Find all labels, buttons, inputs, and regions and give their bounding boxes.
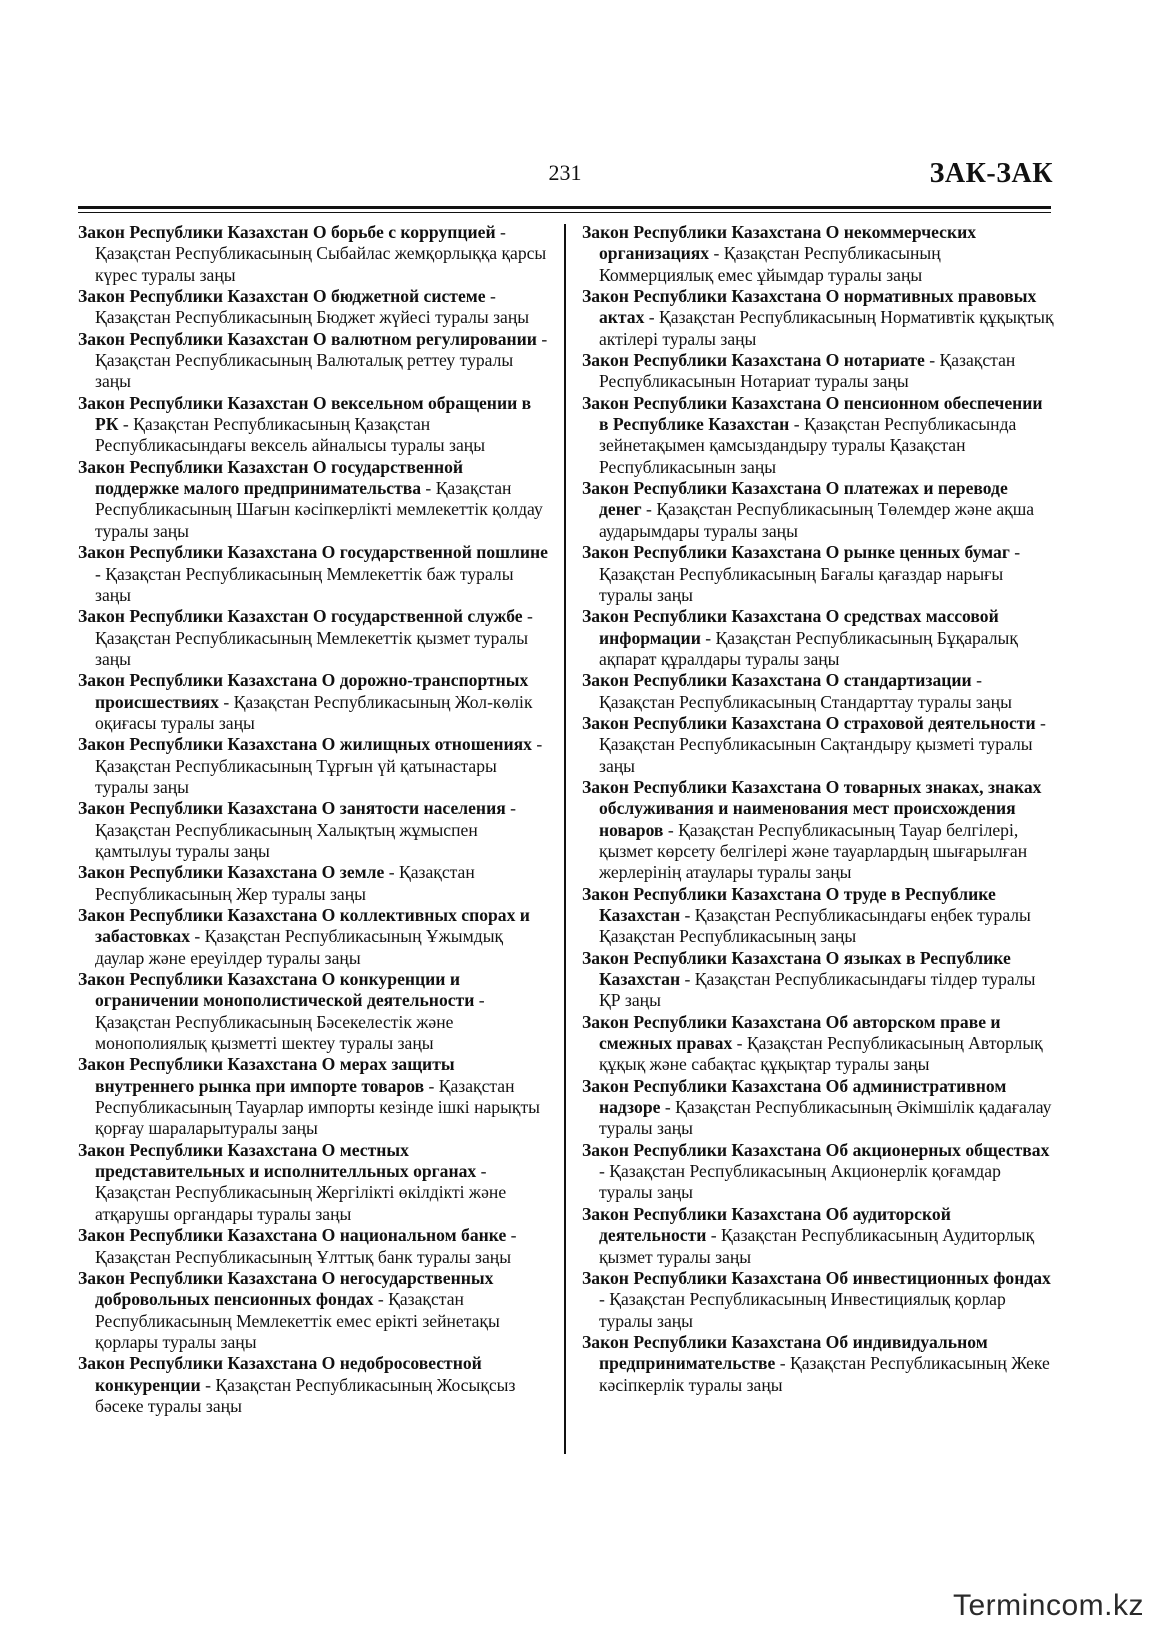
entry-term: Закон Республики Казахстана О конкуренции и ограничении монополистической деятельности <box>78 969 475 1011</box>
entry-term: Закон Республики Казахстана О негосударственных добровольных пенсионных фондах <box>78 1267 494 1310</box>
dictionary-entry: Закон Республики Казахстана О занятости населения - Қазақстан Республикасының Халықтың жұмыспен қамтылуы туралы заңы <box>78 798 516 861</box>
dictionary-entry: Закон Республики Казахстана О товарных знаках, знаках обслуживания и наименования мест происхождения новаров - Қазақстан Республикасының Тауар белгілері, қызмет көрсету белгілері және тауарлардың шығарылған жерлерінің атаулары туралы заңы <box>582 776 1042 883</box>
entry-term: Закон Республики Казахстана О труде в Республике Казахстан <box>582 883 996 925</box>
entry-term: Закон Республики Казахстана О средствах массовой информации <box>582 606 999 648</box>
entry-term: Закон Республики Казахстан О бюджетной системе <box>78 286 486 307</box>
dictionary-entry: Закон Республики Казахстан О государственной службе - Қазақстан Республикасының Мемлекеттік қызмет туралы заңы <box>78 606 533 669</box>
dictionary-entry: Закон Республики Казахстана О дорожно-транспортных происшествиях - Қазақстан Республикасының Жол-көлік оқиғасы туралы заңы <box>78 670 533 733</box>
entry-definition: Қазақстан Республикасының Сыбайлас жемқорлыққа қарсы күрес туралы заңы <box>95 243 547 285</box>
entry-term: Закон Республики Казахстана О дорожно-транспортных происшествиях <box>78 670 529 712</box>
entry-definition: Қазақстан Республикасының Шағын кәсіпкерлікті мемлекеттік қолдау туралы заңы <box>95 478 543 541</box>
entry-definition: Қазақстан Республикасының Тауарлар импорты кезінде ішкі нарықты қорғау шараларытуралы заңы <box>95 1075 540 1139</box>
dictionary-entry: Закон Республики Казахстана Об инвестиционных фондах - Қазақстан Республикасының Инвестициялық қорлар туралы заңы <box>582 1267 1051 1331</box>
entry-definition: Қазақстан Республикасының Мемлекеттік емес ерікті зейнетақы қорлары туралы заңы <box>95 1289 500 1352</box>
left-column <box>78 222 548 1417</box>
entry-term: Закон Республики Казахстана О государственной пошлине <box>78 542 548 563</box>
entry-term: Закон Республики Казахстана О товарных знаках, знаках обслуживания и наименования мест происхождения новаров <box>582 776 1042 840</box>
dictionary-entry: Закон Республики Казахстана О жилищных отношениях - Қазақстан Республикасының Тұрғын үй қатынастары туралы заңы <box>78 734 543 797</box>
entry-definition: Қазақстан Республикасының Жер туралы заңы <box>95 862 475 904</box>
entry-definition: Қазақстан Республикасының Бәсекелестік және монополиялық қызметті шектеу туралы заңы <box>95 1011 454 1054</box>
dictionary-entry: Закон Республики Казахстана О платежах и переводе денег - Қазақстан Республикасының Төлемдер және ақша аударымдары туралы заңы <box>582 478 1035 541</box>
entry-definition: Қазақстан Республикасының Мемлекеттік баж туралы заңы <box>95 563 514 605</box>
entry-definition: Қазақстан Республикасының Аудиторлық қызмет туралы заңы <box>599 1225 1035 1267</box>
entry-definition: Қазақстан Республикасының Акционерлік қоғамдар туралы заңы <box>599 1161 1001 1203</box>
entry-definition: Қазақстан Республикасының Коммерциялық емес ұйымдар туралы заңы <box>599 243 941 285</box>
dictionary-entry: Закон Республики Казахстана О земле - Қазақстан Республикасының Жер туралы заңы <box>78 862 475 904</box>
dictionary-entry: Закон Республики Казахстана О труде в Республике Казахстан - Қазақстан Республикасындағы еңбек туралы Қазақстан Республикасының заңы <box>582 883 1031 947</box>
entry-term: Закон Республики Казахстана О нормативных правовых актах <box>582 286 1037 328</box>
entry-term: Закон Республики Казахстана Об акционерных обществах <box>582 1139 1050 1160</box>
entry-definition: Қазақстан Республикасының Қазақстан Республикасындағы вексель айналысы туралы заңы <box>95 414 486 456</box>
dictionary-entry: Закон Республики Казахстана О нормативных правовых актах - Қазақстан Республикасының Нормативтік құқықтық актілері туралы заңы <box>582 286 1054 349</box>
entry-term: Закон Республики Казахстана О платежах и переводе денег <box>582 478 1008 520</box>
dictionary-entry: Закон Республики Казахстана О местных представительных и исполнителльных органах - Қазақстан Республикасының Жергілікті өкілдікті және атқарушы органдары туралы заңы <box>78 1139 507 1224</box>
entry-term: Закон Республики Казахстана О пенсионном обеспечении в Республике Казахстан <box>582 392 1043 435</box>
entry-definition: Қазақстан Республикасының Нормативтік құқықтық актілері туралы заңы <box>599 307 1054 349</box>
entry-definition: Қазақстан Республикасындағы тілдер туралы ҚР заңы <box>599 969 1036 1011</box>
entry-term: Закон Республики Казахстана Об аудиторской деятельности <box>582 1203 951 1246</box>
entry-term: Закон Республики Казахстана Об авторском праве и смежных правах <box>582 1011 1001 1054</box>
entry-term: Закон Республики Казахстана Об административном надзоре <box>582 1075 1007 1118</box>
entry-term: Закон Республики Казахстана О недобросовестной конкуренции <box>78 1353 482 1395</box>
entry-definition: Қазақстан Республикасының Тауар белгілері, қызмет көрсету белгілері және тауарлардың шығарылған жерлерінің атаулары туралы заңы <box>599 819 1028 883</box>
entry-definition: Қазақстан Республикасының Төлемдер және ақша аударымдары туралы заңы <box>599 499 1035 541</box>
entry-term: Закон Республики Казахстана О языках в Республике Казахстан <box>582 947 1011 990</box>
watermark-text: Termincom.kz <box>952 1589 1144 1622</box>
entry-term: Закон Республики Казахстан О валютном регулировании <box>78 328 537 349</box>
entry-term: Закон Республики Казахстан О борьбе с коррупцией <box>78 222 496 242</box>
page-number: 231 <box>548 160 582 185</box>
entry-term: Закон Республики Казахстана О национальном банке <box>78 1225 507 1246</box>
entry-definition: Қазақстан Республикасының Жосықсыз бәсеке туралы заңы <box>95 1374 516 1416</box>
header-rule-thin <box>78 212 1051 213</box>
entry-definition: Қазақстан Республикасының Валюталық реттеу туралы заңы <box>95 350 514 392</box>
dictionary-entry: Закон Республики Казахстан О борьбе с коррупцией - Қазақстан Республикасының Сыбайлас жемқорлыққа қарсы күрес туралы заңы <box>78 222 547 285</box>
dictionary-entry: Закон Республики Казахстана О некоммерческих организациях - Қазақстан Республикасының Коммерциялық емес ұйымдар туралы заңы <box>582 222 977 285</box>
entry-definition: Қазақстан Республикасынын Нотариат туралы заңы <box>599 350 1016 392</box>
dictionary-entry: Закон Республики Казахстана О языках в Республике Казахстан - Қазақстан Республикасындағы тілдер туралы ҚР заңы <box>582 947 1036 1011</box>
dictionary-entry: Закон Республики Казахстана О государственной пошлине - Қазақстан Республикасының Мемлекеттік баж туралы заңы <box>78 542 548 605</box>
entry-term: Закон Республики Казахстана О некоммерческих организациях <box>582 222 977 264</box>
entry-definition: Қазақстан Республикасының Халықтың жұмыспен қамтылуы туралы заңы <box>95 819 478 861</box>
dictionary-entry: Закон Республики Казахстана О пенсионном обеспечении в Республике Казахстан - Қазақстан Республикасында зейнетақымен қамсыздандыру туралы Қазақстан Республикасынын заңы <box>582 392 1043 477</box>
dictionary-entry: Закон Республики Казахстана О негосударственных добровольных пенсионных фондах - Қазақстан Республикасының Мемлекеттік емес ерікті зейнетақы қорлары туралы заңы <box>78 1267 500 1352</box>
entry-term: Закон Республики Казахстана О занятости населения <box>78 798 506 819</box>
dictionary-entry: Закон Республики Казахстана О коллективных спорах и забастовках - Қазақстан Республикасының Ұжымдық даулар және ереуілдер туралы заңы <box>78 905 530 968</box>
entry-term: Закон Республики Казахстана Об индивидуальном предпринимательстве <box>582 1331 988 1374</box>
dictionary-entry: Закон Республики Казахстана О нотариате - Қазақстан Республикасынын Нотариат туралы заңы <box>582 350 1016 392</box>
entry-term: Закон Республики Казахстана О мерах защиты внутреннего рынка при импорте товаров <box>78 1054 455 1096</box>
header-rule-thick <box>78 206 1051 209</box>
entry-definition: Қазақстан Республикасының Әкімшілік қадағалау туралы заңы <box>599 1097 1052 1139</box>
right-column <box>582 222 1054 1396</box>
dictionary-entry: Закон Республики Казахстан О вексельном обращении в РК - Қазақстан Республикасының Қазақстан Республикасындағы вексель айналысы туралы заңы <box>78 392 532 456</box>
entry-term: Закон Республики Казахстана О рынке ценных бумаг <box>582 542 1010 563</box>
entry-definition: Қазақстан Республикасының Бюджет жүйесі туралы заңы <box>95 307 530 328</box>
running-head: ЗАК-ЗАК <box>929 158 1053 189</box>
dictionary-entry: Закон Республики Казахстана О мерах защиты внутреннего рынка при импорте товаров - Қазақстан Республикасының Тауарлар импорты кезінде ішкі нарықты қорғау шараларытуралы заңы <box>78 1054 540 1139</box>
dictionary-entry: Закон Республики Казахстана Об аудиторской деятельности - Қазақстан Республикасының Аудиторлық қызмет туралы заңы <box>582 1203 1035 1267</box>
entry-definition: Қазақстан Республикасындағы еңбек туралы Қазақстан Республикасының заңы <box>599 905 1031 947</box>
dictionary-entry: Закон Республики Казахстана Об акционерных обществах - Қазақстан Республикасының Акционерлік қоғамдар туралы заңы <box>582 1139 1050 1203</box>
entry-term: Закон Республики Казахстана О земле <box>78 862 385 883</box>
entry-term: Закон Республики Казахстана Об инвестиционных фондах <box>582 1267 1051 1288</box>
dictionary-entry: Закон Республики Казахстан О бюджетной системе - Қазақстан Республикасының Бюджет жүйесі туралы заңы <box>78 286 530 328</box>
entry-term: Закон Республики Казахстана О стандартизации <box>582 670 972 691</box>
entry-definition: Қазақстан Республикасының Жеке кәсіпкерлік туралы заңы <box>599 1353 1050 1395</box>
dictionary-entry: Закон Республики Казахстан О валютном регулировании - Қазақстан Республикасының Валюталық реттеу туралы заңы <box>78 328 548 392</box>
entry-definition: Қазақстан Республикасының Бұқаралық ақпарат құралдары туралы заңы <box>599 627 1018 669</box>
entry-term: Закон Республики Казахстана О страховой деятельности <box>582 712 1036 733</box>
entry-term: Закон Республики Казахстана О коллективных спорах и забастовках <box>78 905 530 947</box>
entry-definition: Қазақстан Республикасының Авторлық құқық және сабақтас құқықтар туралы заңы <box>599 1033 1043 1075</box>
dictionary-entry: Закон Республики Казахстана О стандартизации - Қазақстан Республикасының Стандарттау туралы заңы <box>582 670 1012 712</box>
column-divider <box>564 224 566 1454</box>
entry-definition: Қазақстан Республикасының Жергілікті өкілдікті және атқарушы органдары туралы заңы <box>95 1182 507 1224</box>
dictionary-entry: Закон Республики Казахстана О рынке ценных бумаг - Қазақстан Республикасының Бағалы қағаздар нарығы туралы заңы <box>582 542 1021 605</box>
entry-definition: Қазақстан Республикасынын Сақтандыру қызметі туралы заңы <box>599 734 1033 776</box>
dictionary-entry: Закон Республики Казахстана О страховой деятельности - Қазақстан Республикасынын Сақтандыру қызметі туралы заңы <box>582 712 1046 776</box>
dictionary-entry: Закон Республики Казахстан О государственной поддержке малого предпринимательства - Қазақстан Республикасының Шағын кәсіпкерлікті мемлекеттік қолдау туралы заңы <box>78 456 543 541</box>
entry-term: Закон Республики Казахстан О государственной поддержке малого предпринимательства <box>78 456 464 499</box>
entry-definition: Қазақстан Республикасының Тұрғын үй қатынастары туралы заңы <box>95 755 497 797</box>
dictionary-entry: Закон Республики Казахстана Об авторском праве и смежных правах - Қазақстан Республикасының Авторлық құқық және сабақтас құқықтар туралы заңы <box>582 1011 1043 1075</box>
entry-definition: Қазақстан Республикасының Ұлттық банк туралы заңы <box>95 1246 512 1267</box>
entry-term: Закон Республики Казахстан О государственной службе <box>78 606 523 627</box>
entry-definition: Қазақстан Республикасының Мемлекеттік қызмет туралы заңы <box>95 627 529 669</box>
entry-term: Закон Республики Казахстан О вексельном обращении в РК <box>78 392 532 435</box>
dictionary-entry: Закон Республики Казахстана О средствах массовой информации - Қазақстан Республикасының Бұқаралық ақпарат құралдары туралы заңы <box>582 606 1018 669</box>
entry-definition: Қазақстан Республикасында зейнетақымен қамсыздандыру туралы Қазақстан Республикасынын заңы <box>599 414 1017 477</box>
entry-definition: Қазақстан Республикасының Бағалы қағаздар нарығы туралы заңы <box>599 563 1004 605</box>
entry-term: Закон Республики Казахстана О местных представительных и исполнителльных органах <box>78 1139 477 1182</box>
entry-definition: Қазақстан Республикасының Стандарттау туралы заңы <box>599 691 1012 712</box>
dictionary-entry: Закон Республики Казахстана О национальном банке - Қазақстан Республикасының Ұлттық банк туралы заңы <box>78 1225 517 1267</box>
dictionary-entry: Закон Республики Казахстана Об административном надзоре - Қазақстан Республикасының Әкімшілік қадағалау туралы заңы <box>582 1075 1052 1139</box>
dictionary-entry: Закон Республики Казахстана О недобросовестной конкуренции - Қазақстан Республикасының Жосықсыз бәсеке туралы заңы <box>78 1353 516 1416</box>
dictionary-entry: Закон Республики Казахстана Об индивидуальном предпринимательстве - Қазақстан Республикасының Жеке кәсіпкерлік туралы заңы <box>582 1331 1050 1395</box>
entry-definition: Қазақстан Республикасының Ұжымдық даулар және ереуілдер туралы заңы <box>95 926 504 968</box>
entry-term: Закон Республики Казахстана О жилищных отношениях <box>78 734 532 755</box>
entry-definition: Қазақстан Республикасының Жол-көлік оқиғасы туралы заңы <box>95 691 533 733</box>
entry-term: Закон Республики Казахстана О нотариате <box>582 350 925 371</box>
entry-definition: Қазақстан Республикасының Инвестициялық қорлар туралы заңы <box>599 1289 1006 1331</box>
watermark-logo <box>953 1589 1144 1623</box>
dictionary-entry: Закон Республики Казахстана О конкуренции и ограничении монополистической деятельности - Қазақстан Республикасының Бәсекелестік және монополиялық қызметті шектеу туралы заңы <box>78 969 485 1054</box>
